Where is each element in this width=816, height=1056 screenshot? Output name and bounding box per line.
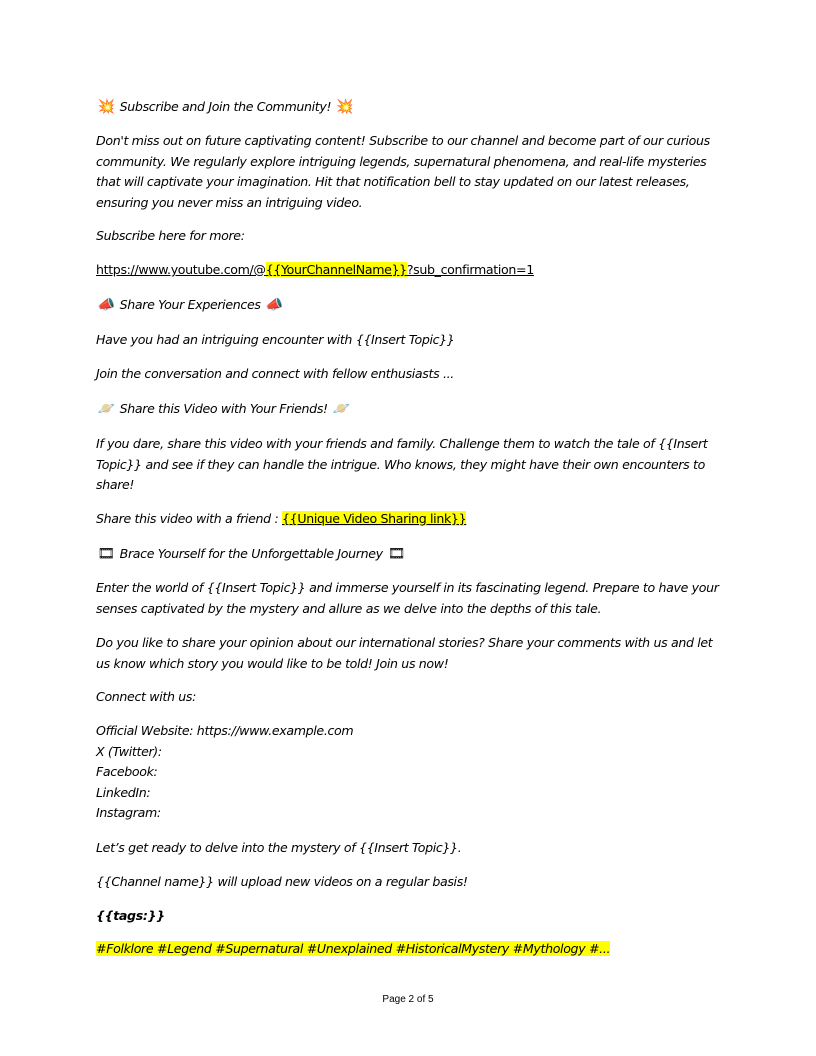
connect-instagram: Instagram:	[96, 805, 161, 820]
experiences-heading-text: Share Your Experiences	[119, 297, 261, 312]
share-link[interactable]: {{Unique Video Sharing link}}	[282, 511, 467, 526]
subscribe-label: Subscribe here for more:	[96, 228, 245, 243]
subscribe-body	[96, 131, 720, 213]
film-reel-icon: 🎞	[97, 546, 115, 562]
connect-facebook: Facebook:	[96, 764, 158, 779]
subscribe-heading	[96, 97, 720, 118]
subscribe-body-line: Don't miss out on future captivating content! Subscribe to our channel and become part of our curious	[96, 133, 710, 148]
share-body	[96, 434, 720, 496]
subscribe-body-line: that will captivate your imagination. Hit that notification bell to stay updated on our latest releases,	[96, 174, 690, 189]
share-body-line: Topic}} and see if they can handle the intrigue. Who knows, they might have their own encounters to	[96, 456, 705, 472]
journey-heading	[96, 544, 720, 565]
closing-line: {{Channel name}} will upload new videos on a regular basis!	[96, 874, 468, 889]
tags-line	[96, 939, 720, 960]
share-heading-text: Share this Video with Your Friends!	[119, 401, 328, 416]
megaphone-icon: 📣	[97, 297, 115, 313]
share-heading	[96, 399, 720, 420]
opinion-body-line: us know which story you would like to be told! Join us now!	[96, 655, 449, 671]
ringed-planet-icon: 🪐	[332, 401, 350, 417]
subscribe-body-line: ensuring you never miss an intriguing video.	[96, 194, 363, 210]
opinion-body-line: Do you like to share your opinion about our international stories? Share your comments with us and let	[96, 635, 713, 650]
share-body-line: share!	[96, 477, 135, 492]
connect-linkedin: LinkedIn:	[96, 784, 151, 800]
tags-text: #Folklore #Legend #Supernatural #Unexplained #HistoricalMystery #Mythology #...	[96, 941, 611, 956]
connect-website[interactable]: Official Website: https://www.example.com	[96, 723, 354, 738]
experiences-heading	[96, 295, 720, 316]
explosion-icon: 💥	[97, 99, 115, 115]
share-body-line: If you dare, share this video with your friends and family. Challenge them to watch the tale of {{Insert	[96, 436, 708, 451]
journey-body	[96, 578, 720, 619]
subscribe-link-placeholder: {{YourChannelName}}	[265, 262, 407, 277]
tags-label: {{tags:}}	[96, 908, 165, 923]
opinion-body	[96, 633, 720, 674]
share-link-line	[96, 509, 720, 530]
page-footer: Page 2 of 5	[382, 994, 434, 1005]
subscribe-link[interactable]	[96, 260, 720, 281]
film-reel-icon: 🎞	[387, 546, 406, 562]
explosion-icon: 💥	[336, 99, 354, 115]
subscribe-link-suffix: ?sub_confirmation=1	[406, 262, 534, 277]
ringed-planet-icon: 🪐	[97, 401, 115, 417]
experiences-line: Have you had an intriguing encounter with {{Insert Topic}}	[96, 332, 455, 347]
connect-list	[96, 721, 720, 824]
megaphone-icon: 📣	[265, 297, 283, 313]
journey-body-line: senses captivated by the mystery and allure as we delve into the depths of this tale.	[96, 600, 602, 616]
experiences-line: Join the conversation and connect with fellow enthusiasts ...	[96, 366, 454, 381]
journey-heading-text: Brace Yourself for the Unforgettable Journey	[119, 546, 383, 561]
journey-body-line: Enter the world of {{Insert Topic}} and immerse yourself in its fascinating legend. Prepare to have your	[96, 580, 719, 595]
subscribe-link-prefix: https://www.youtube.com/@	[96, 262, 266, 277]
share-label: Share this video with a friend :	[96, 511, 279, 526]
connect-heading: Connect with us:	[96, 689, 196, 704]
closing-line: Let’s get ready to delve into the mystery of {{Insert Topic}}.	[96, 840, 462, 855]
subscribe-heading-text: Subscribe and Join the Community!	[119, 99, 332, 114]
subscribe-body-line: community. We regularly explore intriguing legends, supernatural phenomena, and real-life mysteries	[96, 153, 707, 169]
connect-twitter: X (Twitter):	[96, 743, 162, 759]
